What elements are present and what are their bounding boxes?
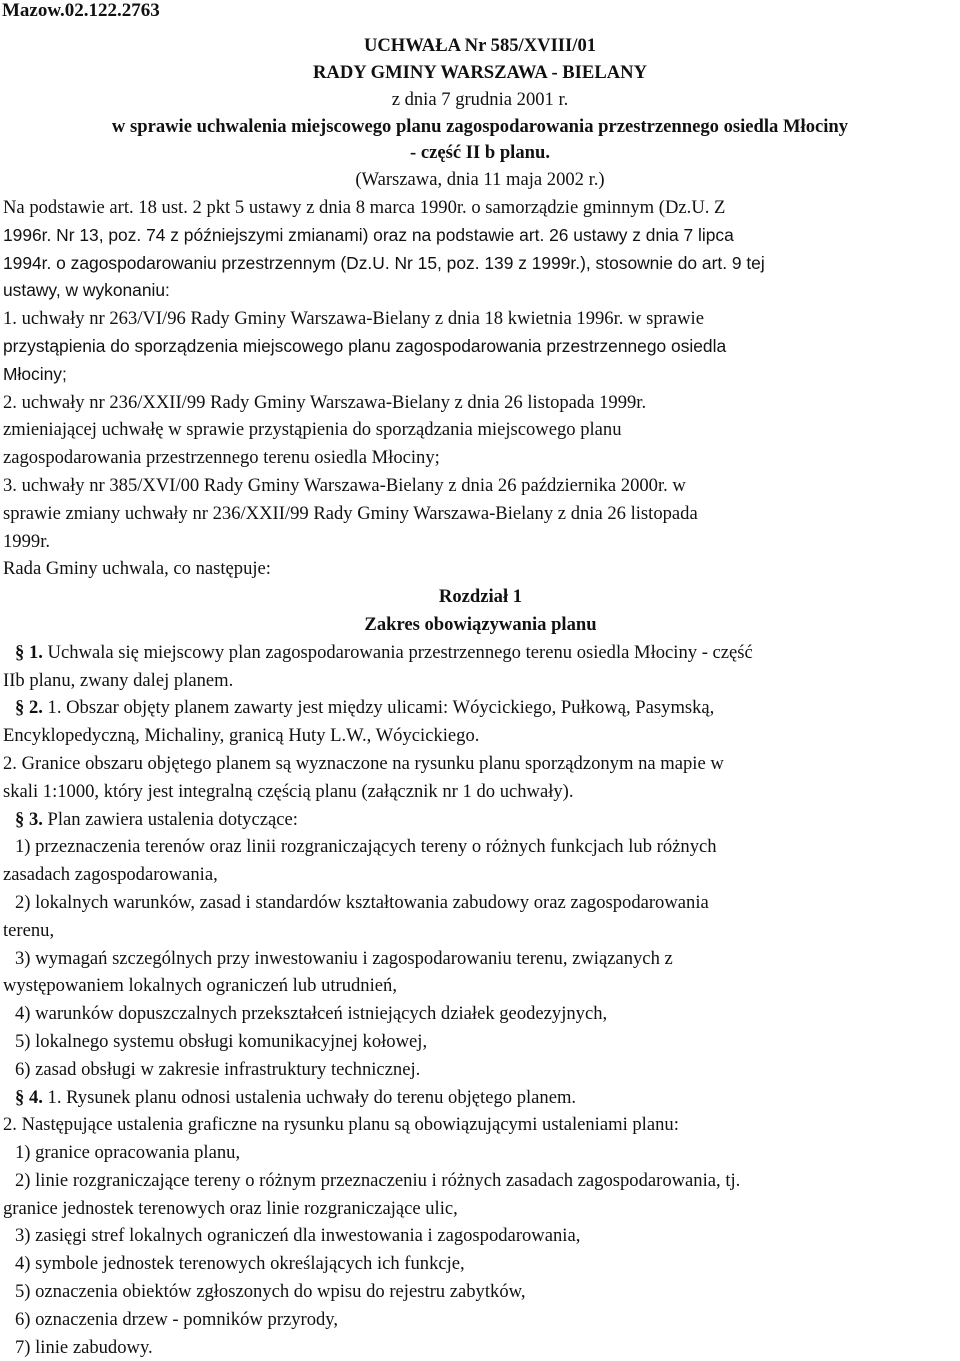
section-1-number: § 1.: [15, 641, 43, 663]
basis-item-2-cont: zagospodarowania przestrzennego terenu osiedla Młociny;: [3, 447, 440, 469]
publication-date: (Warszawa, dnia 11 maja 2002 r.): [355, 169, 605, 190]
resolution-number: UCHWAŁA Nr 585/XVIII/01: [363, 35, 597, 56]
section-3-item-2: 2) lokalnych warunków, zasad i standardów kształtowania zabudowy oraz zagospodarowania: [15, 891, 709, 913]
section-4-point-2: 2. Następujące ustalenia graficzne na rysunku planu są obowiązującymi ustaleniami planu:: [3, 1114, 679, 1136]
basis-item-3: 3. uchwały nr 385/XVI/00 Rady Gminy Warszawa-Bielany z dnia 26 października 2000r. w: [3, 474, 686, 496]
section-1: [3, 639, 958, 667]
preamble-line: ustawy, w wykonaniu:: [3, 280, 170, 301]
section-2-number: § 2.: [15, 697, 43, 719]
section-2: [3, 694, 958, 722]
section-3-text: Plan zawiera ustalenia dotyczące:: [42, 808, 298, 830]
section-4-item-3: 3) zasięgi stref lokalnych ograniczeń dla inwestowania i zagospodarowania,: [15, 1225, 581, 1247]
section-4-number: § 4.: [15, 1086, 43, 1108]
section-4-item-4: 4) symbole jednostek terenowych określających ich funkcje,: [15, 1253, 465, 1275]
resolution-subject: w sprawie uchwalenia miejscowego planu zagospodarowania przestrzennego osiedla Młociny: [111, 116, 849, 137]
section-3-item-1-cont: zasadach zagospodarowania,: [3, 864, 218, 886]
basis-item-1-cont: Młociny;: [3, 363, 67, 384]
section-4-item-5: 5) oznaczenia obiektów zgłoszonych do wpisu do rejestru zabytków,: [15, 1281, 526, 1303]
enacting-clause: Rada Gminy uchwala, co następuje:: [3, 558, 271, 580]
section-4-item-2-cont: granice jednostek terenowych oraz linie rozgraniczające ulic,: [3, 1197, 458, 1219]
resolution-date: z dnia 7 grudnia 2001 r.: [391, 89, 569, 110]
section-3-item-3: 3) wymagań szczególnych przy inwestowaniu i zagospodarowaniu terenu, związanych z: [15, 947, 673, 969]
section-2-point-2: 2. Granice obszaru objętego planem są wyznaczone na rysunku planu sporządzonym na mapie w: [3, 752, 724, 774]
section-3-item-5: 5) lokalnego systemu obsługi komunikacyjnej kołowej,: [15, 1030, 428, 1052]
basis-item-2: 2. uchwały nr 236/XXII/99 Rady Gminy Warszawa-Bielany z dnia 26 listopada 1999r.: [3, 391, 647, 413]
preamble-line: Na podstawie art. 18 ust. 2 pkt 5 ustawy z dnia 8 marca 1990r. o samorządzie gminnym (Dz.U. Z: [3, 197, 726, 218]
section-3-item-2-cont: terenu,: [3, 919, 55, 941]
section-4-item-6: 6) oznaczenia drzew - pomników przyrody,: [15, 1308, 339, 1330]
section-4-item-2: 2) linie rozgraniczające tereny o różnym przeznaczeniu i różnych zasadach zagospodarowania, tj.: [15, 1169, 741, 1191]
section-3-item-6: 6) zasad obsługi w zakresie infrastruktury technicznej.: [15, 1058, 421, 1080]
section-3-item-3-cont: występowaniem lokalnych ograniczeń lub utrudnień,: [3, 975, 397, 997]
preamble-line: 1996r. Nr 13, poz. 74 z późniejszymi zmianami) oraz na podstawie art. 26 ustawy z dnia 7 lipca: [3, 224, 734, 245]
basis-item-3-cont: 1999r.: [3, 530, 51, 552]
preamble-line: 1994r. o zagospodarowaniu przestrzennym (Dz.U. Nr 15, poz. 139 z 1999r.), stosownie do art. 9 tej: [3, 252, 765, 273]
resolution-body: [3, 194, 958, 1361]
chapter-title: Zakres obowiązywania planu: [364, 613, 597, 635]
section-3-item-4: 4) warunków dopuszczalnych przekształceń istniejących działek geodezyjnych,: [15, 1003, 608, 1025]
section-2-point-2-cont: skali 1:1000, który jest integralną częścią planu (załącznik nr 1 do uchwały).: [3, 780, 574, 802]
section-4-item-1: 1) granice opracowania planu,: [15, 1142, 241, 1164]
section-4-text: 1. Rysunek planu odnosi ustalenia uchwały do terenu objętego planem.: [42, 1086, 577, 1108]
basis-item-2-cont: zmieniającej uchwałę w sprawie przystąpienia do sporządzania miejscowego planu: [3, 419, 622, 441]
section-3: [3, 806, 958, 834]
resolution-subject-cont: - część II b planu.: [410, 142, 550, 163]
basis-item-3-cont: sprawie zmiany uchwały nr 236/XXII/99 Rady Gminy Warszawa-Bielany z dnia 26 listopada: [3, 502, 698, 524]
basis-item-1: 1. uchwały nr 263/VI/96 Rady Gminy Warszawa-Bielany z dnia 18 kwietnia 1996r. w sprawie: [3, 308, 704, 330]
section-1-cont: IIb planu, zwany dalej planem.: [3, 669, 234, 691]
section-4-item-7: 7) linie zabudowy.: [15, 1336, 153, 1358]
basis-item-1-cont: przystąpienia do sporządzenia miejscowego planu zagospodarowania przestrzennego osiedla: [3, 335, 727, 356]
section-4: [3, 1084, 958, 1112]
council-name: RADY GMINY WARSZAWA - BIELANY: [312, 62, 648, 83]
section-2-cont: Encyklopedyczną, Michaliny, granicą Huty L.W., Wóycickiego.: [3, 725, 480, 747]
chapter-number: Rozdział 1: [438, 586, 523, 608]
journal-reference: Mazow.02.122.2763: [2, 0, 160, 21]
section-3-number: § 3.: [15, 808, 43, 830]
section-3-item-1: 1) przeznaczenia terenów oraz linii rozgraniczających tereny o różnych funkcjach lub różnych: [15, 836, 717, 858]
section-1-text: Uchwala się miejscowy plan zagospodarowania przestrzennego terenu osiedla Młociny - część: [42, 641, 753, 663]
section-2-text: 1. Obszar objęty planem zawarty jest między ulicami: Wóycickiego, Pułkową, Pasymską,: [42, 697, 715, 719]
